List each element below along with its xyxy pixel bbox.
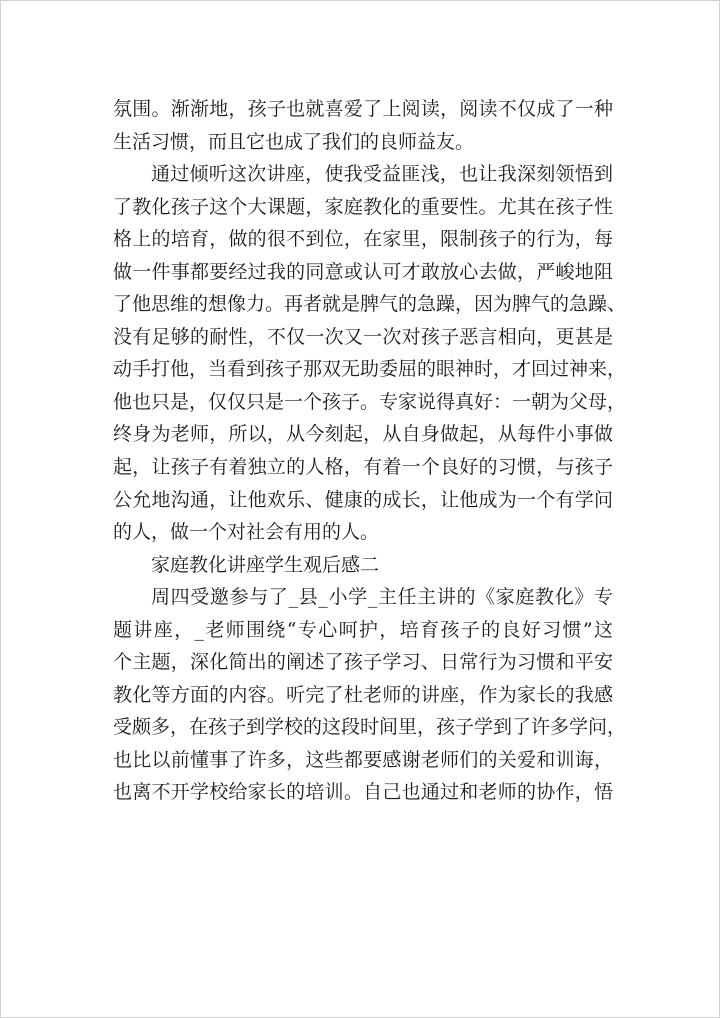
text-line: 他也只是，仅仅只是一个孩子。专家说得真好：一朝为父母， [113, 390, 627, 413]
text-line: 题讲座，_老师围绕“专心呵护，培育孩子的良好习惯”这 [113, 618, 613, 641]
text-line: 生活习惯，而且它也成了我们的良师益友。 [113, 130, 475, 153]
text-line: 通过倾听这次讲座，使我受益匪浅，也让我深刻领悟到 [151, 163, 613, 186]
text-line: 受颇多，在孩子到学校的这段时间里，孩子学到了许多学问， [113, 716, 627, 739]
text-line: 氛围。渐渐地，孩子也就喜爱了上阅读，阅读不仅成了一种 [113, 98, 613, 120]
text-line: 也离不开学校给家长的培训。自己也通过和老师的协作，悟 [113, 781, 613, 804]
text-line: 没有足够的耐性，不仅一次又一次对孩子恶言相向，更甚是 [113, 325, 613, 348]
text-line: 做一件事都要经过我的同意或认可才敢放心去做，严峻地阻 [113, 260, 613, 283]
section-heading: 家庭教化讲座学生观后感二 [151, 553, 380, 576]
text-line: 动手打他，当看到孩子那双无助委屈的眼神时，才回过神来， [113, 358, 627, 381]
text-line: 了教化孩子这个大课题，家庭教化的重要性。尤其在孩子性 [113, 195, 613, 218]
text-line: 了他思维的想像力。再者就是脾气的急躁，因为脾气的急躁、 [113, 293, 627, 316]
text-line: 教化等方面的内容。听完了杜老师的讲座，作为家长的我感 [113, 683, 613, 706]
text-line: 格上的培育，做的很不到位，在家里，限制孩子的行为，每 [113, 228, 613, 251]
text-line: 起，让孩子有着独立的人格，有着一个良好的习惯，与孩子 [113, 456, 613, 479]
text-line: 也比以前懂事了许多，这些都要感谢老师们的关爱和训诲， [113, 748, 613, 771]
text-line: 公允地沟通，让他欢乐、健康的成长，让他成为一个有学问 [113, 488, 613, 511]
text-line: 的人，做一个对社会有用的人。 [113, 521, 380, 544]
text-line: 终身为老师，所以，从今刻起，从自身做起，从每件小事做 [113, 423, 613, 446]
text-line: 个主题，深化简出的阐述了孩子学习、日常行为习惯和平安 [113, 651, 613, 674]
document-body [113, 93, 627, 809]
text-line: 周四受邀参与了_县_小学_主任主讲的《家庭教化》专 [151, 586, 613, 609]
